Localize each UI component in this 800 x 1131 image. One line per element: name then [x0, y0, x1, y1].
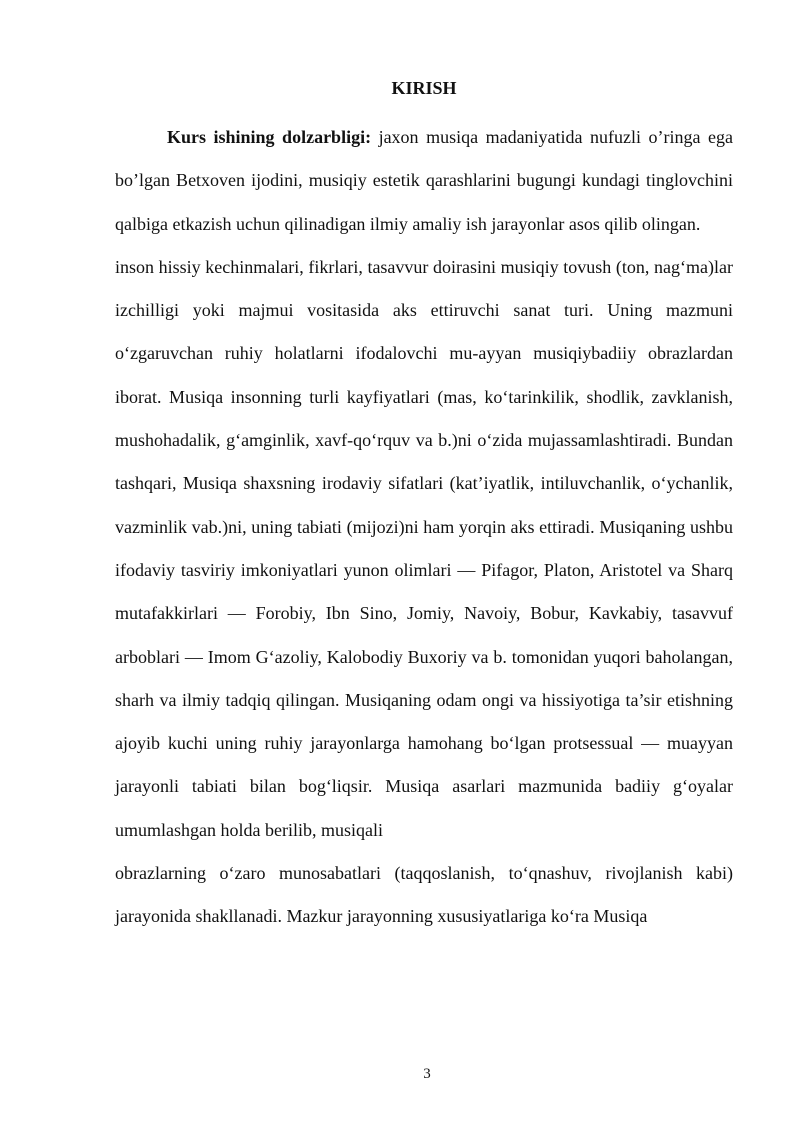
- body-text: [115, 116, 733, 939]
- intro-text: jaxon musiqa madaniyatida nufuzli o’ringa ega bo’lgan Betxoven ijodini, musiqiy estetik qarashlarini bugungi kundagi tinglovchini qalbiga etkazish uchun qilinadigan ilmiy amaliy ish jarayonlar asos qilib olingan.: [115, 127, 733, 234]
- body-paragraph: inson hissiy kechinmalari, fikrlari, tasavvur doirasini musiqiy tovush (ton, nag‘ma)lar izchilligi yoki majmui vositasida aks ettiruvchi sanat turi. Uning mazmuni o‘zgaruvchan ruhiy holatlarni ifodalovchi mu-ayyan musiqiybadiiy obrazlardan iborat. Musiqa insonning turli kayfiyatlari (mas, ko‘tarinkilik, shodlik, zavklanish, mushohadalik, g‘amginlik, xavf-qo‘rquv va b.)ni o‘zida mujassamlashtiradi. Bundan tashqari, Musiqa shaxsning irodaviy sifatlari (kat’iyatlik, intiluvchanlik, o‘ychanlik, vazminlik vab.)ni, uning tabiati (mijozi)ni ham yorqin aks ettiradi. Musiqaning ushbu ifodaviy tasviriy imkoniyatlari yunon olimlari — Pifagor, Platon, Aristotel va Sharq mutafakkirlari — Forobiy, Ibn Sino, Jomiy, Navoiy, Bobur, Kavkabiy, tasavvuf arboblari — Imom G‘azoliy, Kalobodiy Buxoriy va b. tomonidan yuqori baholangan, sharh va ilmiy tadqiq qilingan. Musiqaning odam ongi va hissiyotiga ta’sir etishning ajoyib kuchi uning ruhiy jarayonlarga hamohang bo‘lgan protsessual — muayyan jarayonli tabiati bilan bog‘liqsir. Musiqa asarlari mazmunida badiiy g‘oyalar umumlashgan holda berilib, musiqali: [115, 256, 733, 840]
- body-paragraph-continued: obrazlarning o‘zaro munosabatlari (taqqoslanish, to‘qnashuv, rivojlanish kabi) jarayonida shakllanadi. Mazkur jarayonning xususiyatlariga ko‘ra Musiqa: [115, 863, 733, 927]
- intro-paragraph: [115, 116, 733, 246]
- page-title: KIRISH: [391, 78, 457, 98]
- page-number: 3: [423, 1066, 431, 1082]
- intro-lead: Kurs ishining dolzarbligi:: [167, 127, 372, 147]
